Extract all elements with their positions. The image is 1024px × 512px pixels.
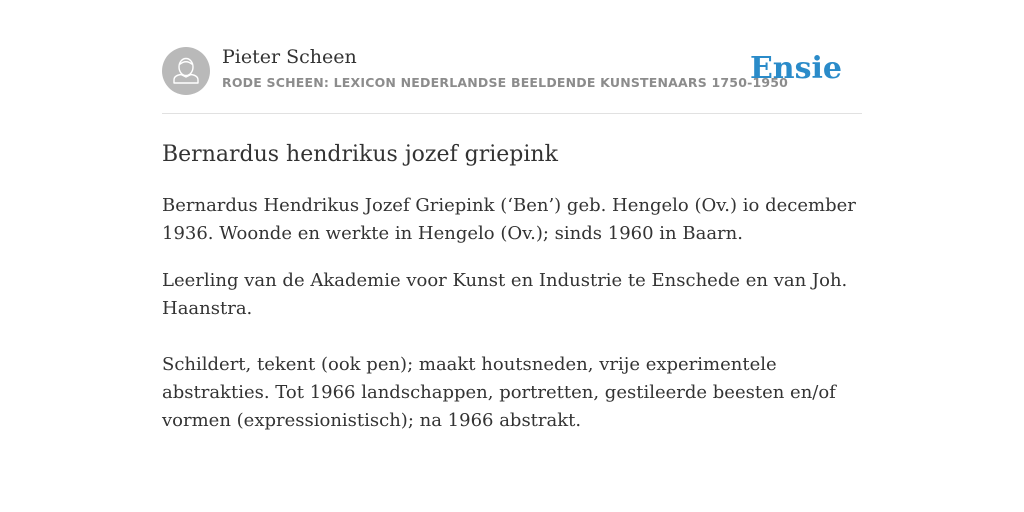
article-paragraph: Schildert, tekent (ook pen); maakt houtsneden, vrije experimentele abstrakties. Tot 1966 landschappen, portretten, gestileerde beesten en/of vormen (expressionistisch); na 1966 abstrakt. xyxy=(162,354,836,431)
article-body xyxy=(162,192,862,435)
author-name[interactable]: Pieter Scheen xyxy=(222,46,357,68)
user-avatar-icon[interactable] xyxy=(162,47,210,95)
article-header xyxy=(162,40,862,114)
article-paragraph: Bernardus Hendrikus Jozef Griepink (‘Ben’) geb. Hengelo (Ov.) io december 1936. Woonde en werkte in Hengelo (Ov.); sinds 1960 in Baarn. xyxy=(162,195,856,244)
ensie-logo[interactable]: Ensie xyxy=(749,51,842,86)
article-card xyxy=(162,40,862,435)
article-paragraph: Leerling van de Akademie voor Kunst en Industrie te Enschede en van Joh. Haanstra. xyxy=(162,270,848,319)
article-title: Bernardus hendrikus jozef griepink xyxy=(162,142,558,167)
source-title[interactable]: RODE SCHEEN: LEXICON NEDERLANDSE BEELDENDE KUNSTENAARS 1750-1950 xyxy=(222,75,789,90)
